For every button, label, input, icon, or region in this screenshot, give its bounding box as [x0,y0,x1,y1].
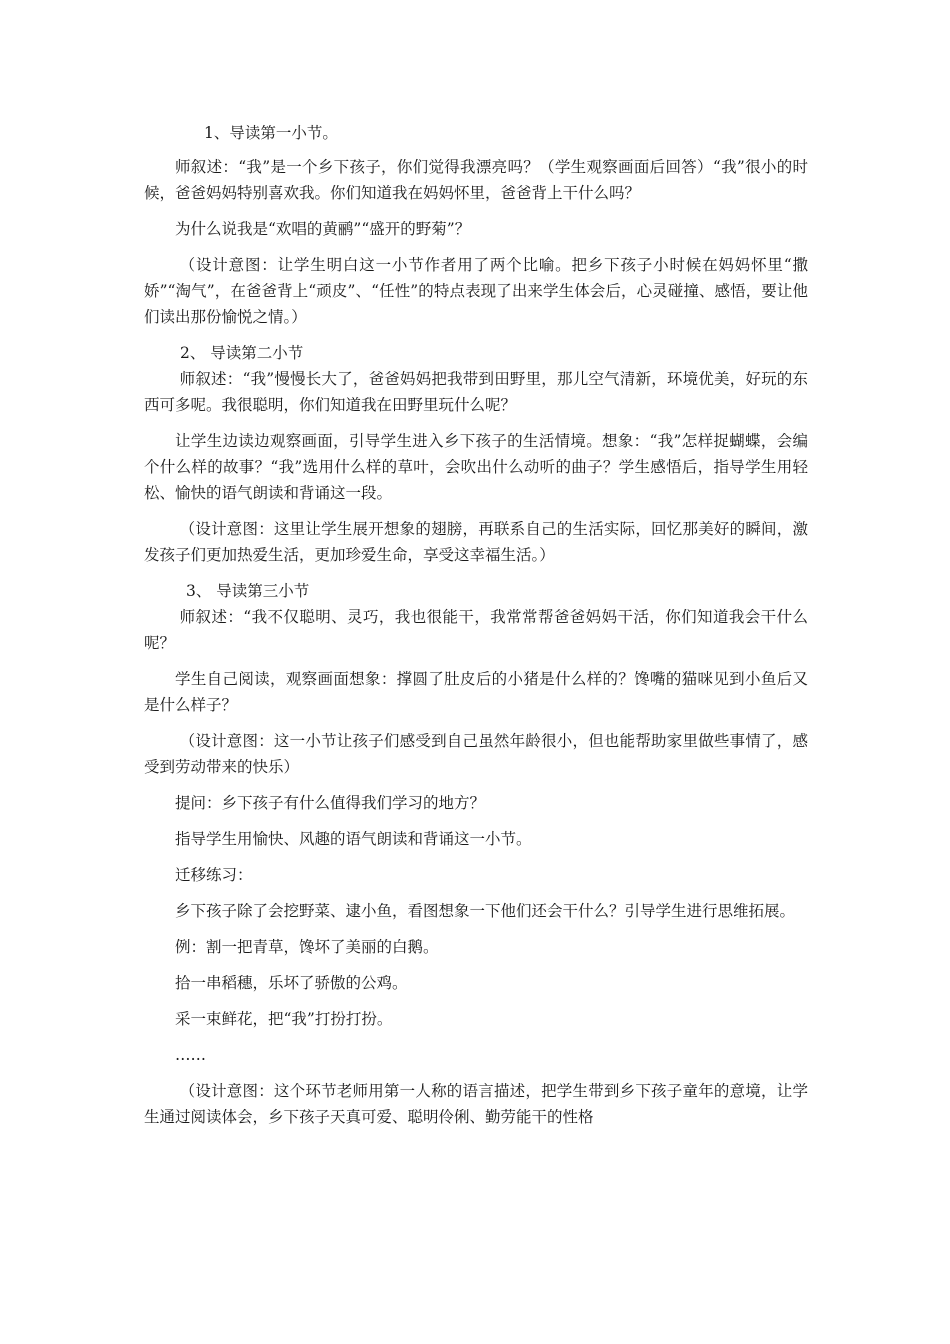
paragraph: 乡下孩子除了会挖野菜、逮小鱼，看图想象一下他们还会干什么？引导学生进行思维拓展。 [175,902,796,920]
paragraph: 指导学生用愉快、风趣的语气朗读和背诵这一小节。 [175,830,532,848]
example-line: 采一束鲜花，把“我”打扮打扮。 [175,1010,393,1028]
ellipsis-line: …… [175,1046,206,1064]
paragraph: 师叙述：“我”是一个乡下孩子，你们觉得我漂亮吗？（学生观察画面后回答）“我”很小的时候，爸爸妈妈特别喜欢我。你们知道我在妈妈怀里，爸爸背上干什么吗？ [144,158,808,202]
paragraph: 学生自己阅读，观察画面想象：撑圆了肚皮后的小猪是什么样的？馋嘴的猫咪见到小鱼后又是什么样子？ [144,670,808,714]
paragraph: 提问：乡下孩子有什么值得我们学习的地方？ [175,794,486,812]
paragraph: 师叙述：“我不仅聪明、灵巧，我也很能干，我常常帮爸爸妈妈干活，你们知道我会干什么呢？ [144,608,808,652]
paragraph: 让学生边读边观察画面，引导学生进入乡下孩子的生活情境。想象：“我”怎样捉蝴蝶，会编个什么样的故事？“我”选用什么样的草叶，会吹出什么动听的曲子？学生感悟后，指导学生用轻松、愉快的语气朗读和背诵这一段。 [144,432,808,502]
paragraph: 迁移练习： [175,866,253,884]
example-line: 例：割一把青草，馋坏了美丽的白鹅。 [175,938,439,956]
design-intent-note: （设计意图：这一小节让孩子们感受到自己虽然年龄很小，但也能帮助家里做些事情了，感受到劳动带来的快乐） [144,732,808,776]
section-heading-1: 1、导读第一小节。 [204,124,338,142]
design-intent-note: （设计意图：这里让学生展开想象的翅膀，再联系自己的生活实际，回忆那美好的瞬间，激发孩子们更加热爱生活，更加珍爱生命，享受这幸福生活。） [144,520,808,564]
section-heading-2: 2、 导读第二小节 [180,344,304,362]
document-body [144,120,808,1140]
design-intent-note: （设计意图：这个环节老师用第一人称的语言描述，把学生带到乡下孩子童年的意境，让学生通过阅读体会，乡下孩子天真可爱、聪明伶俐、勤劳能干的性格 [144,1082,808,1126]
paragraph: 师叙述：“我”慢慢长大了，爸爸妈妈把我带到田野里，那儿空气清新，环境优美，好玩的东西可多呢。我很聪明，你们知道我在田野里玩什么呢？ [144,370,808,414]
section-heading-3: 3、 导读第三小节 [186,582,310,600]
example-line: 拾一串稻穗，乐坏了骄傲的公鸡。 [175,974,408,992]
paragraph: 为什么说我是“欢唱的黄鹂”“盛开的野菊”？ [175,220,471,238]
design-intent-note: （设计意图：让学生明白这一小节作者用了两个比喻。把乡下孩子小时候在妈妈怀里“撒娇”“淘气”，在爸爸背上“顽皮”、“任性”的特点表现了出来学生体会后，心灵碰撞、感悟，要让他们读出那份愉悦之情。） [144,256,808,326]
